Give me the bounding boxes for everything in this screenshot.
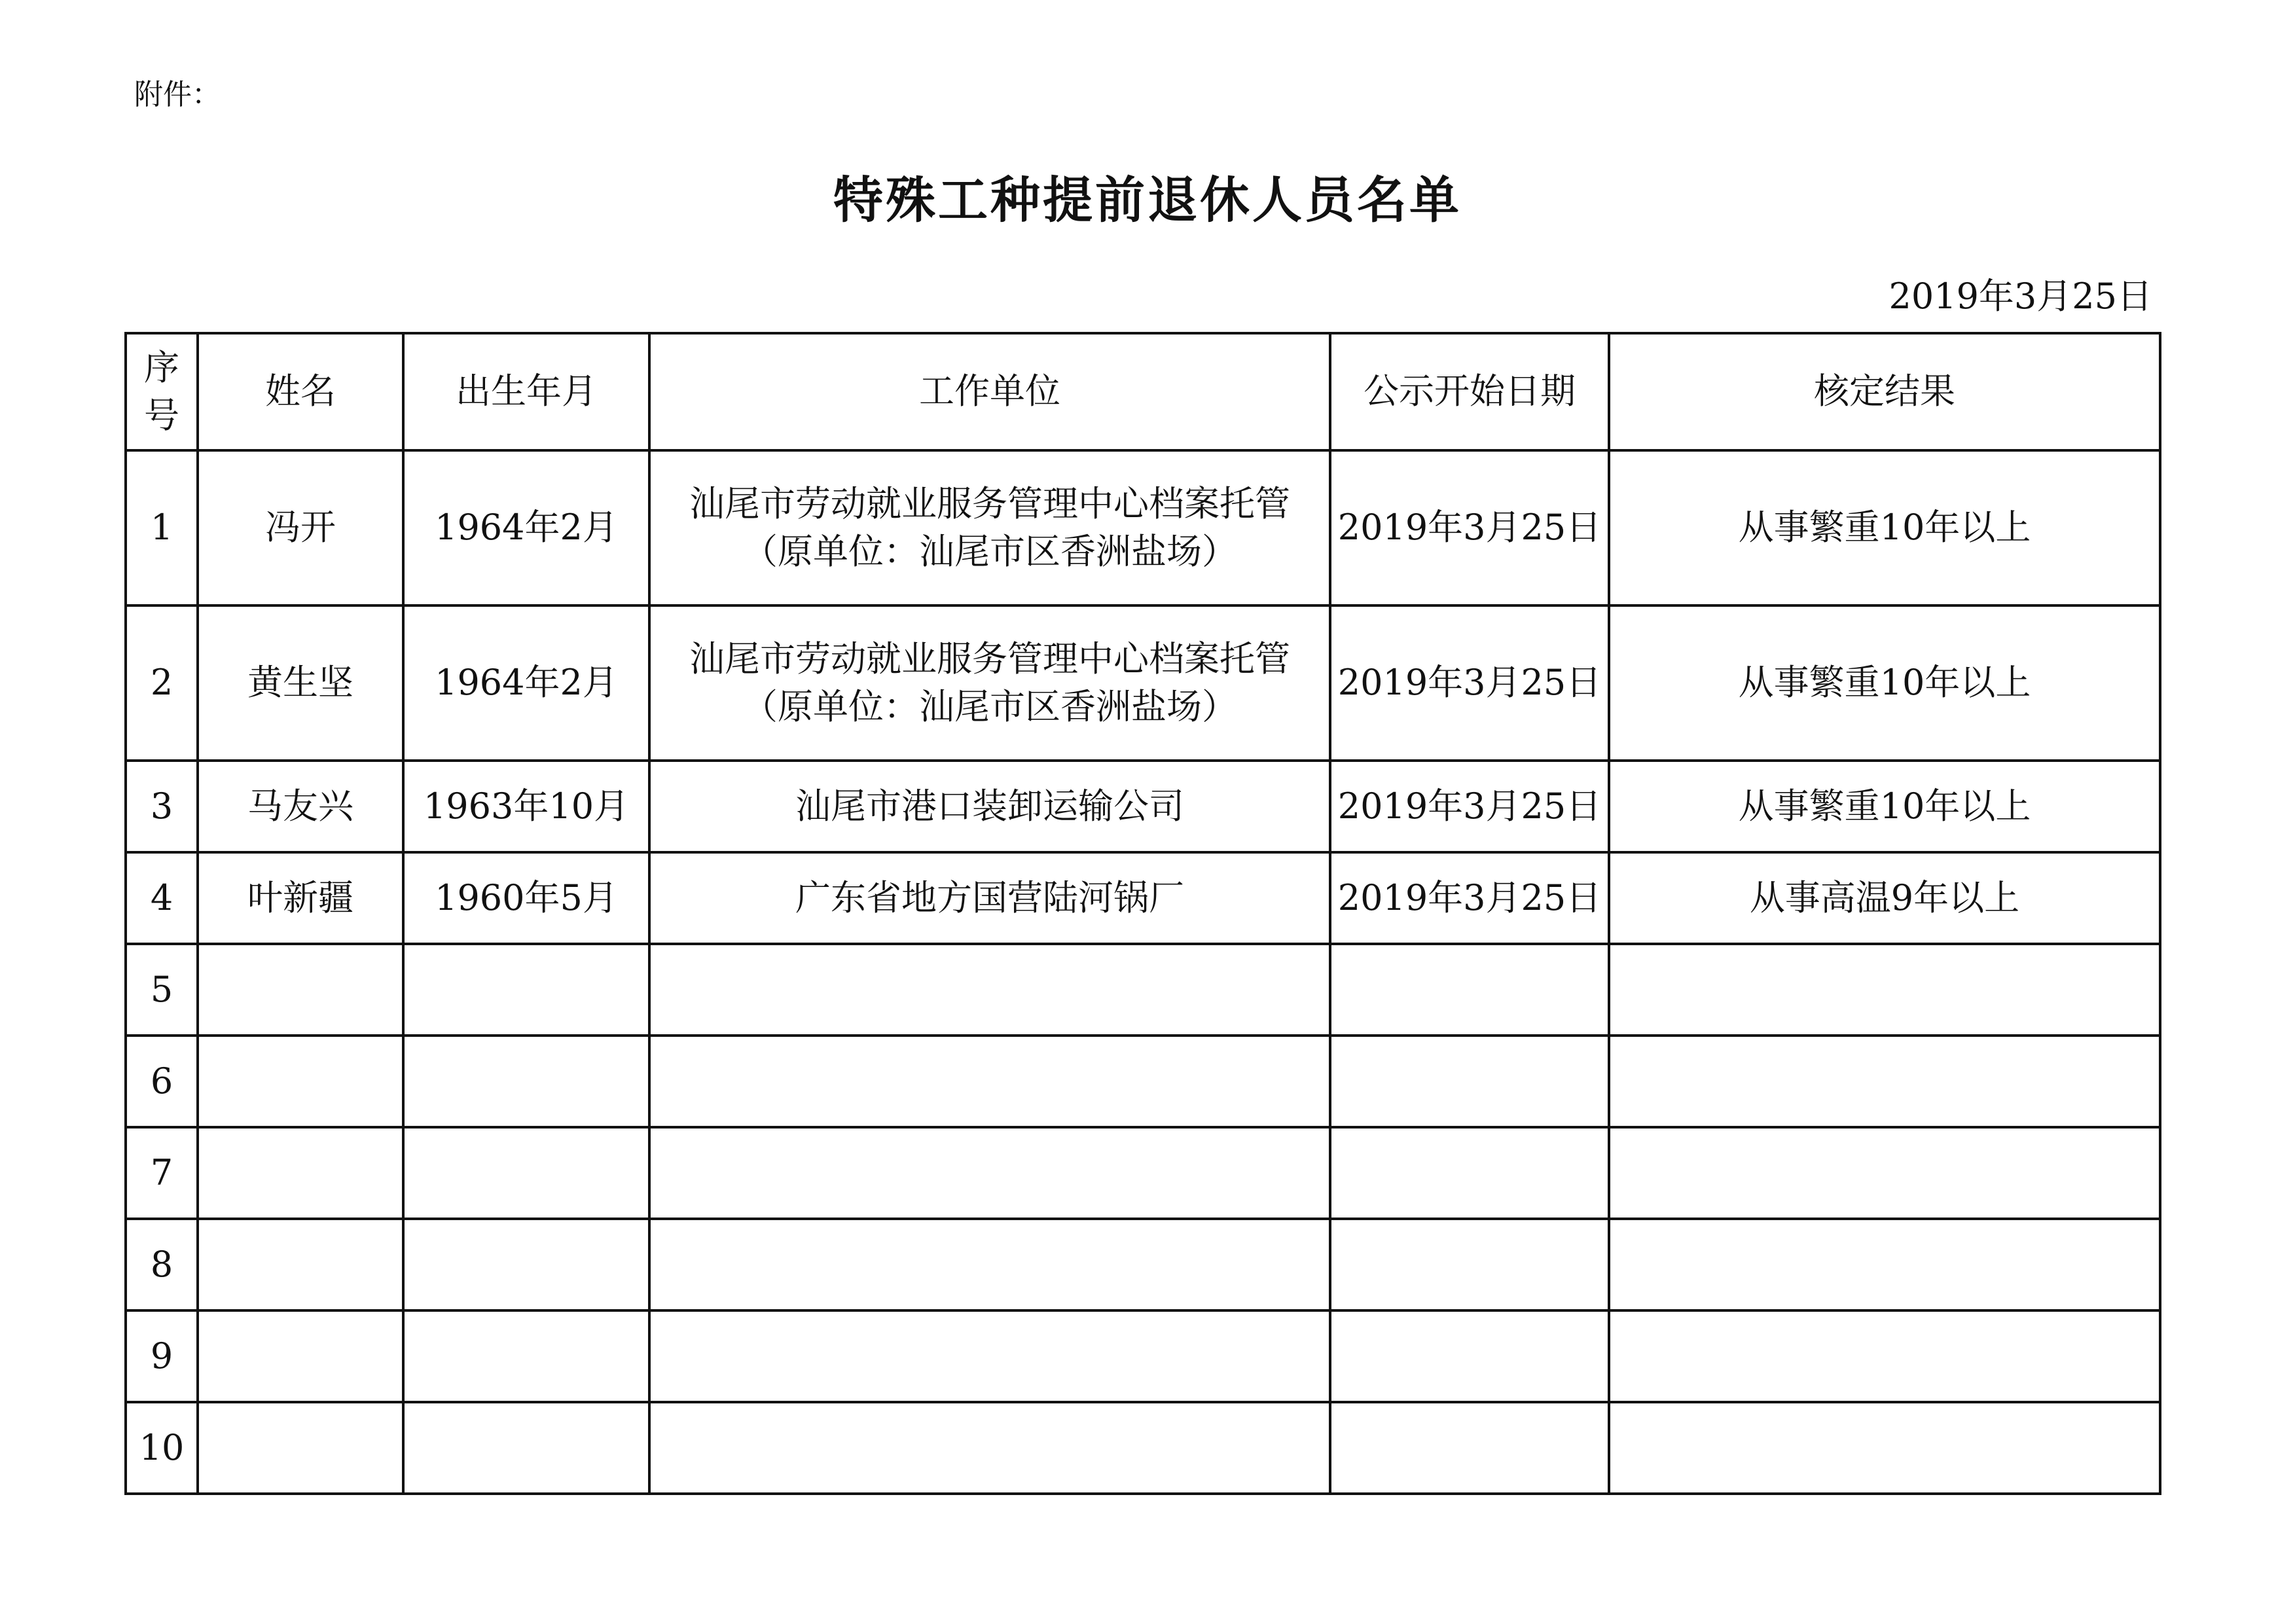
cell-result: 从事繁重10年以上: [1609, 605, 2160, 761]
cell-result: [1609, 944, 2160, 1036]
cell-name: [198, 1310, 403, 1402]
page-title: 特殊工种提前退休人员名单: [833, 171, 1462, 229]
cell-result: 从事高温9年以上: [1609, 852, 2160, 944]
cell-birth: 1964年2月: [403, 605, 649, 761]
cell-unit-line1: 汕尾市港口装卸运输公司: [795, 785, 1184, 827]
cell-seq: 4: [126, 852, 198, 944]
table-row: [126, 1036, 2160, 1127]
document-date: 2019年3月25日: [1888, 276, 2152, 317]
cell-unit: [649, 1036, 1330, 1127]
cell-name: 叶新疆: [198, 852, 403, 944]
cell-start-date: [1330, 1036, 1609, 1127]
cell-unit: [649, 1219, 1330, 1310]
cell-name: 马友兴: [198, 761, 403, 852]
cell-unit: [649, 450, 1330, 605]
cell-unit-line1: 汕尾市劳动就业服务管理中心档案托管: [689, 482, 1290, 524]
cell-birth: 1960年5月: [403, 852, 649, 944]
cell-result: 从事繁重10年以上: [1609, 450, 2160, 605]
table-row: [126, 1127, 2160, 1219]
cell-unit: [649, 1310, 1330, 1402]
cell-seq: 7: [126, 1127, 198, 1219]
cell-seq: 8: [126, 1219, 198, 1310]
table-row: [126, 605, 2160, 761]
cell-result: [1609, 1402, 2160, 1494]
cell-unit: [649, 761, 1330, 852]
cell-birth: 1964年2月: [403, 450, 649, 605]
cell-birth: [403, 1402, 649, 1494]
cell-result: 从事繁重10年以上: [1609, 761, 2160, 852]
cell-birth: 1963年10月: [403, 761, 649, 852]
cell-start-date: 2019年3月25日: [1330, 761, 1609, 852]
retirement-roster-table: [124, 332, 2161, 1495]
cell-name: 冯开: [198, 450, 403, 605]
header-birth: 出生年月: [403, 333, 649, 450]
header-result: 核定结果: [1609, 333, 2160, 450]
cell-birth: [403, 1127, 649, 1219]
cell-result: [1609, 1036, 2160, 1127]
cell-birth: [403, 1036, 649, 1127]
cell-seq: 9: [126, 1310, 198, 1402]
cell-birth: [403, 1310, 649, 1402]
header-seq: [126, 333, 198, 450]
cell-unit: [649, 944, 1330, 1036]
cell-name: [198, 944, 403, 1036]
table-header-row: [126, 333, 2160, 450]
cell-start-date: 2019年3月25日: [1330, 852, 1609, 944]
cell-seq: 10: [126, 1402, 198, 1494]
cell-start-date: 2019年3月25日: [1330, 605, 1609, 761]
table-row: [126, 761, 2160, 852]
header-unit: 工作单位: [649, 333, 1330, 450]
cell-seq: 3: [126, 761, 198, 852]
header-seq-line2: 号: [144, 394, 179, 436]
cell-start-date: [1330, 944, 1609, 1036]
cell-unit: [649, 852, 1330, 944]
header-name: 姓名: [198, 333, 403, 450]
table-row: [126, 1219, 2160, 1310]
cell-name: [198, 1127, 403, 1219]
cell-birth: [403, 944, 649, 1036]
cell-unit-line2: （原单位：汕尾市区香洲盐场）: [742, 530, 1237, 572]
cell-seq: 1: [126, 450, 198, 605]
cell-start-date: [1330, 1402, 1609, 1494]
table-row: [126, 944, 2160, 1036]
cell-unit: [649, 1127, 1330, 1219]
cell-result: [1609, 1219, 2160, 1310]
cell-name: 黄生坚: [198, 605, 403, 761]
cell-unit: [649, 1402, 1330, 1494]
header-seq-line1: 序: [144, 346, 179, 388]
table-row: [126, 1310, 2160, 1402]
cell-name: [198, 1402, 403, 1494]
cell-name: [198, 1036, 403, 1127]
cell-result: [1609, 1310, 2160, 1402]
table-body: [126, 450, 2160, 1494]
cell-unit-line1: 汕尾市劳动就业服务管理中心档案托管: [689, 638, 1290, 679]
cell-result: [1609, 1127, 2160, 1219]
table-row: [126, 450, 2160, 605]
cell-seq: 2: [126, 605, 198, 761]
table-row: [126, 1402, 2160, 1494]
cell-start-date: [1330, 1310, 1609, 1402]
cell-start-date: 2019年3月25日: [1330, 450, 1609, 605]
cell-seq: 6: [126, 1036, 198, 1127]
cell-start-date: [1330, 1219, 1609, 1310]
cell-seq: 5: [126, 944, 198, 1036]
cell-birth: [403, 1219, 649, 1310]
cell-unit-line1: 广东省地方国营陆河锅厂: [795, 876, 1184, 918]
cell-unit-line2: （原单位：汕尾市区香洲盐场）: [742, 685, 1237, 727]
cell-name: [198, 1219, 403, 1310]
attachment-label: 附件：: [134, 78, 221, 111]
header-start-date: 公示开始日期: [1330, 333, 1609, 450]
table-row: [126, 852, 2160, 944]
cell-start-date: [1330, 1127, 1609, 1219]
cell-unit: [649, 605, 1330, 761]
